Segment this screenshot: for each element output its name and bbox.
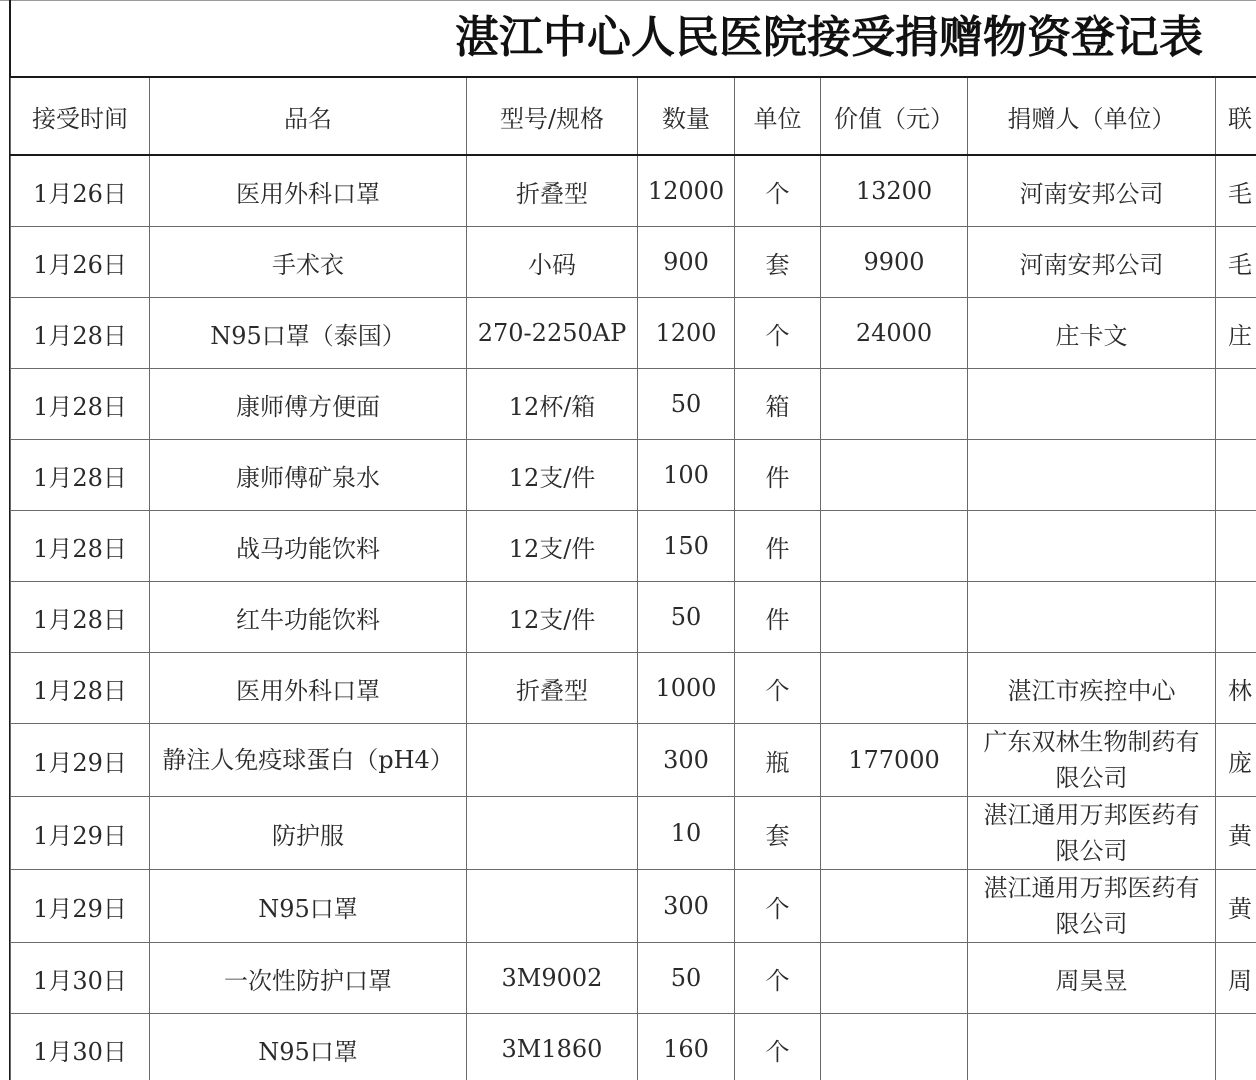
cell-value[interactable] (821, 870, 968, 943)
cell-date[interactable]: 1月30日 (11, 1014, 150, 1080)
cell-unit[interactable]: 件 (735, 440, 821, 511)
cell-item-name[interactable]: 静注人免疫球蛋白（pH4） (150, 724, 467, 797)
cell-date[interactable]: 1月30日 (11, 943, 150, 1014)
cell-contact[interactable]: 毛 (1216, 155, 1256, 227)
cell-item-name[interactable]: 防护服 (150, 797, 467, 870)
cell-contact[interactable]: 林 (1216, 653, 1256, 724)
cell-unit[interactable]: 个 (735, 1014, 821, 1080)
cell-contact[interactable]: 庄 (1216, 298, 1256, 369)
cell-quantity[interactable]: 160 (638, 1014, 735, 1080)
donation-table (10, 76, 1256, 1080)
cell-quantity[interactable]: 10 (638, 797, 735, 870)
cell-donor[interactable]: 河南安邦公司 (968, 227, 1216, 298)
cell-contact[interactable]: 周 (1216, 943, 1256, 1014)
table-row (11, 870, 1256, 943)
cell-spec[interactable]: 12支/件 (467, 440, 638, 511)
cell-value[interactable]: 177000 (821, 724, 968, 797)
col-header-quantity[interactable]: 数量 (638, 77, 735, 155)
col-header-donor[interactable]: 捐赠人（单位） (968, 77, 1216, 155)
cell-spec[interactable] (467, 724, 638, 797)
cell-value[interactable] (821, 511, 968, 582)
cell-unit[interactable]: 瓶 (735, 724, 821, 797)
cell-value[interactable] (821, 440, 968, 511)
table-row (11, 440, 1256, 511)
col-header-unit[interactable]: 单位 (735, 77, 821, 155)
cell-value[interactable] (821, 943, 968, 1014)
cell-date[interactable]: 1月28日 (11, 369, 150, 440)
cell-spec[interactable]: 12支/件 (467, 582, 638, 653)
cell-donor[interactable]: 湛江通用万邦医药有限公司 (968, 797, 1216, 870)
cell-contact[interactable] (1216, 440, 1256, 511)
cell-donor[interactable]: 湛江通用万邦医药有限公司 (968, 870, 1216, 943)
cell-date[interactable]: 1月28日 (11, 511, 150, 582)
cell-spec[interactable]: 折叠型 (467, 653, 638, 724)
cell-unit[interactable]: 个 (735, 870, 821, 943)
cell-quantity[interactable]: 1000 (638, 653, 735, 724)
cell-value[interactable] (821, 582, 968, 653)
cell-donor[interactable] (968, 369, 1216, 440)
cell-quantity[interactable]: 12000 (638, 155, 735, 227)
cell-item-name[interactable]: 战马功能饮料 (150, 511, 467, 582)
cell-quantity[interactable]: 150 (638, 511, 735, 582)
cell-quantity[interactable]: 100 (638, 440, 735, 511)
cell-value[interactable]: 24000 (821, 298, 968, 369)
sheet-title: 湛江中心人民医院接受捐赠物资登记表 (455, 12, 1203, 63)
top-border (0, 0, 1256, 1)
cell-quantity[interactable]: 50 (638, 582, 735, 653)
cell-item-name[interactable]: 红牛功能饮料 (150, 582, 467, 653)
cell-spec[interactable]: 3M9002 (467, 943, 638, 1014)
cell-donor[interactable] (968, 582, 1216, 653)
cell-unit[interactable]: 个 (735, 943, 821, 1014)
cell-spec[interactable] (467, 870, 638, 943)
cell-date[interactable]: 1月29日 (11, 870, 150, 943)
cell-contact[interactable] (1216, 511, 1256, 582)
table-row (11, 227, 1256, 298)
cell-item-name[interactable]: N95口罩 (150, 870, 467, 943)
cell-spec[interactable]: 3M1860 (467, 1014, 638, 1080)
cell-date[interactable]: 1月26日 (11, 155, 150, 227)
cell-date[interactable]: 1月29日 (11, 724, 150, 797)
cell-donor[interactable]: 河南安邦公司 (968, 155, 1216, 227)
cell-unit[interactable]: 个 (735, 653, 821, 724)
table-row (11, 582, 1256, 653)
col-header-spec[interactable]: 型号/规格 (467, 77, 638, 155)
cell-date[interactable]: 1月28日 (11, 298, 150, 369)
cell-contact[interactable] (1216, 1014, 1256, 1080)
cell-date[interactable]: 1月29日 (11, 797, 150, 870)
table-body (11, 155, 1256, 1080)
table-row (11, 369, 1256, 440)
cell-date[interactable]: 1月28日 (11, 582, 150, 653)
cell-contact[interactable]: 毛 (1216, 227, 1256, 298)
cell-contact[interactable]: 黄 (1216, 797, 1256, 870)
cell-unit[interactable]: 个 (735, 298, 821, 369)
cell-value[interactable] (821, 1014, 968, 1080)
cell-unit[interactable]: 箱 (735, 369, 821, 440)
cell-spec[interactable]: 折叠型 (467, 155, 638, 227)
cell-donor[interactable] (968, 1014, 1216, 1080)
header-row (11, 77, 1256, 155)
cell-spec[interactable]: 12支/件 (467, 511, 638, 582)
table-row (11, 1014, 1256, 1080)
cell-item-name[interactable]: 手术衣 (150, 227, 467, 298)
cell-quantity[interactable]: 50 (638, 943, 735, 1014)
table-row (11, 724, 1256, 797)
cell-value[interactable] (821, 369, 968, 440)
cell-quantity[interactable]: 1200 (638, 298, 735, 369)
cell-spec[interactable]: 12杯/箱 (467, 369, 638, 440)
cell-quantity[interactable]: 50 (638, 369, 735, 440)
table-row (11, 797, 1256, 870)
cell-unit[interactable]: 件 (735, 582, 821, 653)
cell-item-name[interactable]: N95口罩 (150, 1014, 467, 1080)
cell-spec[interactable]: 270-2250AP (467, 298, 638, 369)
cell-contact[interactable] (1216, 582, 1256, 653)
cell-item-name[interactable]: 康师傅矿泉水 (150, 440, 467, 511)
cell-date[interactable]: 1月28日 (11, 440, 150, 511)
table-row (11, 653, 1256, 724)
col-header-contact[interactable]: 联 (1216, 77, 1256, 155)
cell-unit[interactable]: 个 (735, 155, 821, 227)
col-header-date[interactable]: 接受时间 (11, 77, 150, 155)
table-row (11, 155, 1256, 227)
table-row (11, 298, 1256, 369)
cell-item-name[interactable]: N95口罩（泰国） (150, 298, 467, 369)
cell-contact[interactable] (1216, 369, 1256, 440)
cell-unit[interactable]: 套 (735, 227, 821, 298)
cell-unit[interactable]: 件 (735, 511, 821, 582)
cell-quantity[interactable]: 900 (638, 227, 735, 298)
cell-unit[interactable]: 套 (735, 797, 821, 870)
cell-donor[interactable] (968, 440, 1216, 511)
cell-donor[interactable]: 广东双林生物制药有限公司 (968, 724, 1216, 797)
cell-quantity[interactable]: 300 (638, 870, 735, 943)
cell-contact[interactable]: 庞 (1216, 724, 1256, 797)
cell-value[interactable] (821, 653, 968, 724)
cell-spec[interactable] (467, 797, 638, 870)
cell-date[interactable]: 1月26日 (11, 227, 150, 298)
cell-item-name[interactable]: 医用外科口罩 (150, 155, 467, 227)
cell-value[interactable]: 13200 (821, 155, 968, 227)
cell-item-name[interactable]: 康师傅方便面 (150, 369, 467, 440)
cell-spec[interactable]: 小码 (467, 227, 638, 298)
cell-quantity[interactable]: 300 (638, 724, 735, 797)
cell-contact[interactable]: 黄 (1216, 870, 1256, 943)
table-row (11, 943, 1256, 1014)
table-row (11, 511, 1256, 582)
cell-donor[interactable] (968, 511, 1216, 582)
cell-value[interactable]: 9900 (821, 227, 968, 298)
cell-donor[interactable]: 湛江市疾控中心 (968, 653, 1216, 724)
cell-value[interactable] (821, 797, 968, 870)
cell-date[interactable]: 1月28日 (11, 653, 150, 724)
cell-item-name[interactable]: 一次性防护口罩 (150, 943, 467, 1014)
col-header-value[interactable]: 价值（元） (821, 77, 968, 155)
cell-item-name[interactable]: 医用外科口罩 (150, 653, 467, 724)
cell-donor[interactable]: 周昊昱 (968, 943, 1216, 1014)
cell-donor[interactable]: 庄卡文 (968, 298, 1216, 369)
col-header-item[interactable]: 品名 (150, 77, 467, 155)
